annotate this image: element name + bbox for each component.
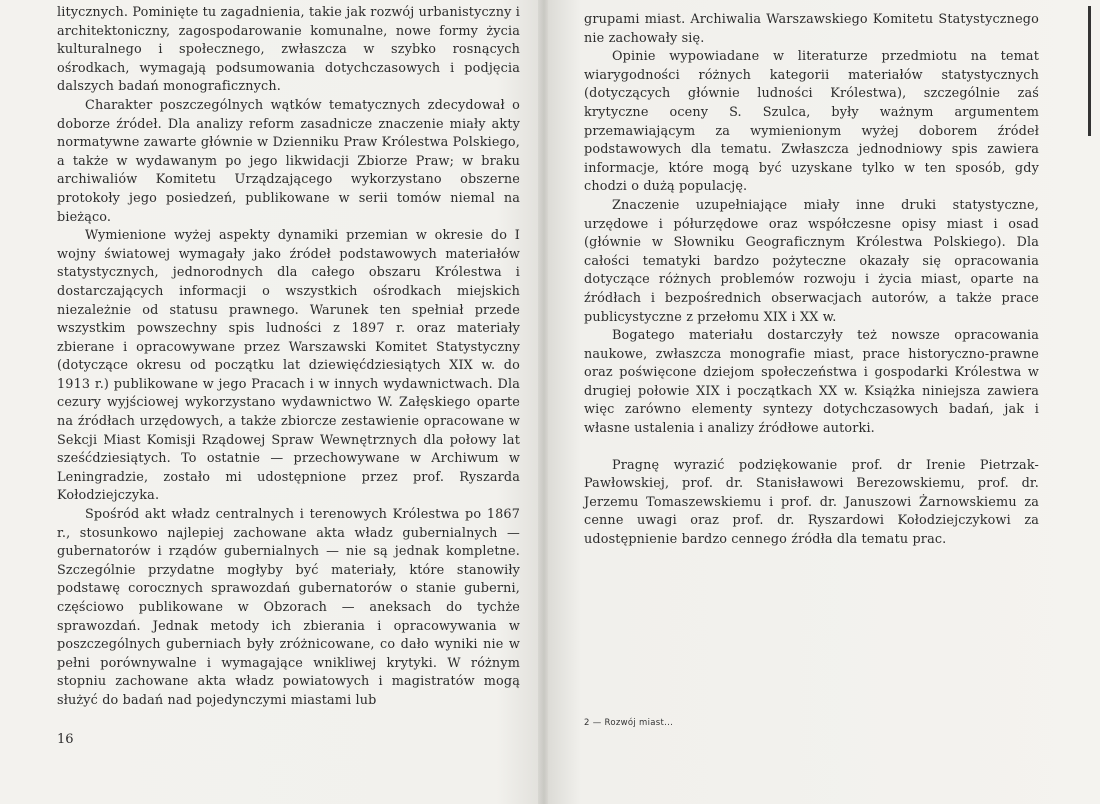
page-edge-mark: [1088, 6, 1091, 136]
left-page-text: [57, 4, 520, 711]
paragraph: Znaczenie uzupełniające miały inne druki statystyczne, urzędowe i półurzędowe oraz współczesne opisy miast i osad (głównie w Słowniku Geograficznym Królestwa Polskiego). Dla całości tematyki bardzo pożyteczne okazały się opracowania dotyczące różnych problemów rozwoju i życia miast, oparte na źródłach i bezpośrednich obserwacjach autorów, a także prace publicystyczne z przełomu XIX i XX w.: [584, 197, 1039, 325]
footer-signature-note: 2 — Rozwój miast...: [584, 718, 674, 728]
paragraph: Spośród akt władz centralnych i terenowych Królestwa po 1867 r., stosunkowo najlepiej zachowane akta władz gubernialnych — gubernatorów i rządów gubernialnych — nie są jednak kompletne. Szczególnie przydatne mogłyby być materiały, które stanowiły podstawę corocznych sprawozdań gubernatorów o stanie guberni, częściowo publikowane w Obzorach — aneksach do tychże sprawozdań. Jednak metody ich zbierania i opracowywania w poszczególnych guberniach były zróżnicowane, co dało wyniki nie w pełni porównywalne i wymagające wnikliwej krytyki. W różnym stopniu zachowane akta władz powiatowych i magistratów mogą służyć do badań nad pojedynczymi miastami lub: [57, 507, 520, 708]
right-page-text: [584, 11, 1039, 550]
paragraph: Bogatego materiału dostarczyły też nowsze opracowania naukowe, zwłaszcza monografie miast, prace historyczno-prawne oraz poświęcone dziejom społeczeństwa i gospodarki Królestwa w drugiej połowie XIX i początkach XX w. Książka niniejsza zawiera więc zarówno elementy syntezy dotychczasowych badań, jak i własne ustalenia i analizy źródłowe autorki.: [584, 328, 1039, 437]
paragraph: Wymienione wyżej aspekty dynamiki przemian w okresie do I wojny światowej wymagały jako źródeł podstawowych materiałów statystycznych, jednorodnych dla całego obszaru Królestwa i dostarczających informacji o wszystkich ośrodkach miejskich niezależnie od statusu prawnego. Warunek ten spełniał przede wszystkim powszechny spis ludności z 1897 r. oraz materiały zbierane i opracowywane przez Warszawski Komitet Statystyczny (dotyczące okresu od początku lat dziewięćdziesiątych XIX w. do 1913 r.) publikowane w jego Pracach i w innych wydawnictwach. Dla cezury wyjściowej wykorzystano wydawnictwo W. Załęskiego oparte na źródłach urzędowych, a także zbiorcze zestawienie opracowane w Sekcji Miast Komisji Rządowej Spraw Wewnętrznych dla połowy lat sześćdziesiątych. To ostatnie — przechowywane w Archiwum w Leningradzie, zostało mi udostępnione przez prof. Ryszarda Kołodziejczyka.: [57, 228, 520, 504]
paragraph: grupami miast. Archiwalia Warszawskiego Komitetu Statystycznego nie zachowały się.: [584, 12, 1039, 46]
paragraph: litycznych. Pominięte tu zagadnienia, takie jak rozwój urbanistyczny i architektoniczny, zagospodarowanie komunalne, nowe formy życia kulturalnego i społecznego, zwłaszcza w szybko rosnących ośrodkach, wymagają podsumowania dotychczasowych i podjęcia dalszych badań monograficznych.: [57, 5, 520, 95]
page-number: 16: [57, 732, 74, 747]
paragraph: Opinie wypowiadane w literaturze przedmiotu na temat wiarygodności różnych kategorii materiałów statystycznych (dotyczących głównie ludności Królestwa), szczególnie zaś krytyczne oceny S. Szulca, były ważnym argumentem przemawiającym za wymienionym wyżej doborem źródeł podstawowych dla tematu. Zwłaszcza jednodniowy spis zawiera informacje, które mogą być uzyskane tylko w ten sposób, gdy chodzi o dużą populację.: [584, 49, 1039, 195]
left-page: [0, 0, 540, 804]
acknowledgements-paragraph: Pragnę wyrazić podziękowanie prof. dr Irenie Pietrzak-Pawłowskiej, prof. dr. Stanisławowi Berezowskiemu, prof. dr. Jerzemu Tomaszewskiemu i prof. dr. Januszowi Żarnowskiemu za cenne uwagi oraz prof. dr. Ryszardowi Kołodziejczykowi za udostępnienie bardzo cennego źródła dla tematu prac.: [584, 457, 1039, 548]
paragraph: Charakter poszczególnych wątków tematycznych zdecydował o doborze źródeł. Dla analizy reform zasadnicze znaczenie miały akty normatywne zawarte głównie w Dzienniku Praw Królestwa Polskiego, a także w wydawanym po jego likwidacji Zbiorze Praw; w braku archiwaliów Komitetu Urządzającego wykorzystano obszerne protokoły jego posiedzeń, publikowane w serii tomów niemal na bieżąco.: [57, 97, 520, 225]
